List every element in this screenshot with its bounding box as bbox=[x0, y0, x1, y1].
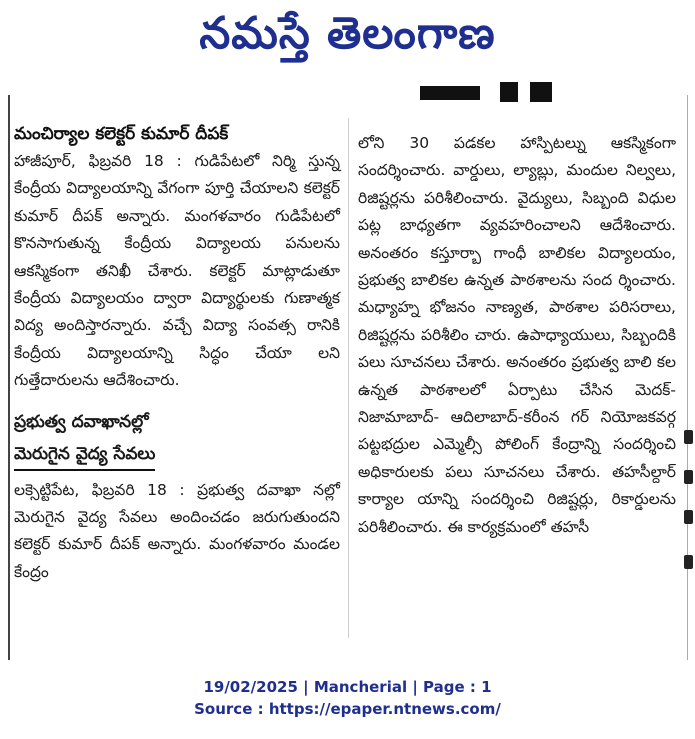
footer bbox=[0, 676, 695, 720]
footer-date-edition: 19/02/2025 | Mancherial | Page : 1 bbox=[203, 678, 492, 696]
article-paragraph-2: లక్సెట్టిపేట, ఫిబ్రవరి 18 : ప్రభుత్వ దవాఖా నల్లో మెరుగైన వైద్య సేవలు అందించడం జరుగుతుందని కలెక్టర్ కుమార్ దీపక్ అన్నారు. మంగళవారం మండల కేంద్రం bbox=[14, 480, 340, 581]
right-column bbox=[358, 130, 676, 541]
left-column bbox=[14, 122, 340, 586]
sub-headline-2: మెరుగైన వైద్య సేవలు bbox=[14, 441, 155, 471]
adjacent-article-edge bbox=[684, 420, 695, 620]
article-paragraph-1: హాజీపూర్, ఫిబ్రవరి 18 : గుడిపేటలో నిర్మి స్తున్న కేంద్రీయ విద్యాలయాన్ని వేగంగా పూర్తి చేయాలని కలెక్టర్ కుమార్ దీపక్ అన్నారు. మంగళవారం గుడిపేటలో కొనసాగుతున్న కేంద్రీయ విద్యాలయ పనులను ఆకస్మికంగా తనిఖీ చేశారు. కలెక్టర్ మాట్లాడుతూ కేంద్రీయ విద్యాలయం ద్వారా విద్యార్థులకు గుణాత్మక విద్య అందిస్తారన్నారు. వచ్చే విద్యా సంవత్స రానికి కేంద్రీయ విద్యాలయాన్ని సిద్ధం చేయా లని గుత్తేదారులను ఆదేశించారు. bbox=[14, 152, 340, 390]
article-headline: మంచిర్యాల కలెక్టర్ కుమార్ దీపక్ bbox=[14, 124, 229, 144]
sub-headline-1: ప్రభుత్వ దవాఖానల్లో bbox=[14, 411, 149, 432]
footer-source-link[interactable]: Source : https://epaper.ntnews.com/ bbox=[194, 700, 501, 718]
article-paragraph-3: లోని 30 పడకల హాస్పిటల్ను ఆకస్మికంగా సందర్శించారు. వార్డులు, ల్యాబ్లు, మందుల నిల్వలు, రిజిష్టర్లను పరిశీలించారు. వైద్యులు, సిబ్బంది విధుల పట్ల బాధ్యతగా వ్యవహరించాలని ఆదేశించారు. అనంతరం కస్తూర్బా గాంధీ బాలికల విద్యాలయం, ప్రభుత్వ బాలికల ఉన్నత పాఠశాలను సంద ర్శించారు. మధ్యాహ్న భోజనం నాణ్యత, పాఠశాల పరిసరాలు, రిజిష్టర్లను పరిశీలిం చారు. ఉపాధ్యాయులు, సిబ్బందికి పలు సూచనలు చేశారు. అనంతరం ప్రభుత్వ బాలి కల ఉన్నత పాఠశాలలో ఏర్పాటు చేసిన మెదక్- నిజామాబాద్- ఆదిలాబాద్-కరీంన గర్ నియోజకవర్గ పట్టభద్రుల ఎమ్మెల్సీ పోలింగ్ కేంద్రాన్ని సందర్శించి అధికారులకు పలు సూచనలు చేశారు. తహసీల్దార్ కార్యాల యాన్ని సందర్శించి రిజిష్టర్లు, రికార్డులను పరిశీలించారు. ఈ కార్యక్రమంలో తహసీ bbox=[358, 134, 676, 536]
masthead bbox=[0, 0, 695, 82]
newspaper-logo: నమస్తే తెలంగాణ bbox=[199, 8, 496, 59]
column-divider bbox=[348, 118, 349, 638]
